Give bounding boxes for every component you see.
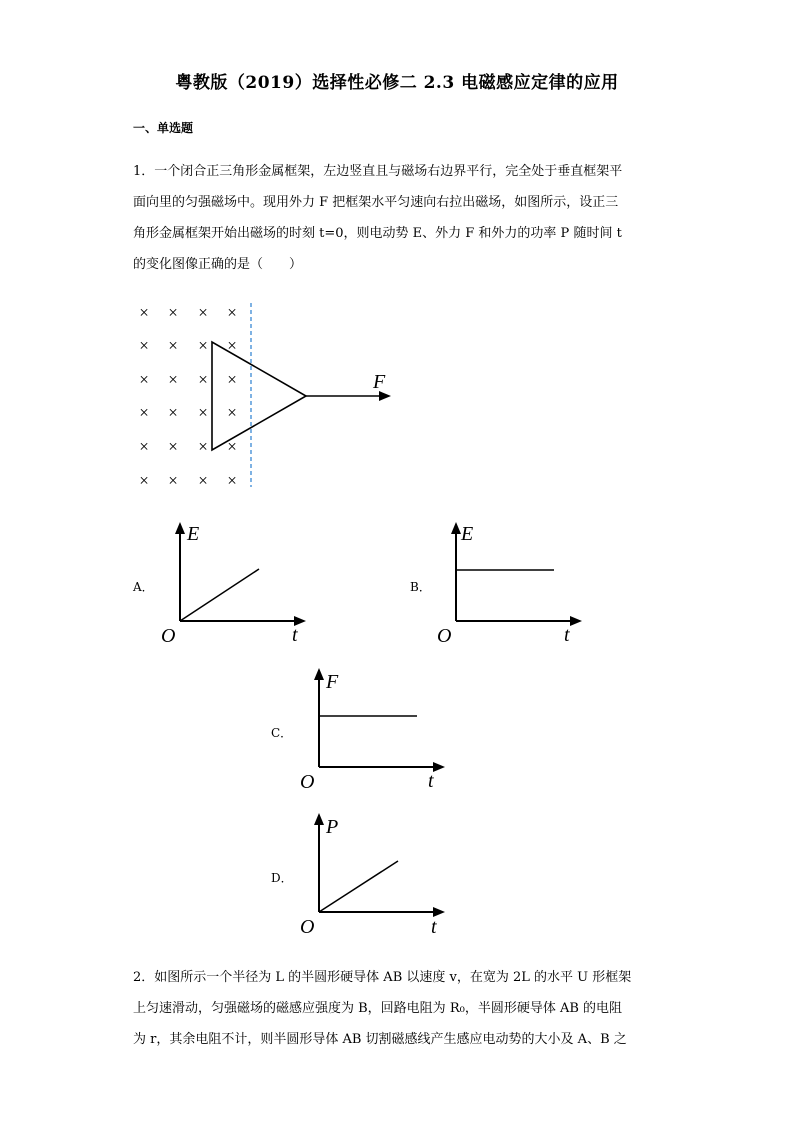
field-cross: × [227, 471, 237, 490]
origin-label: O [161, 625, 176, 647]
question-line: 为 r，其余电阻不计，则半圆形导体 AB 切割磁感线产生感应电动势的大小及 A、B 之 [133, 1032, 627, 1047]
field-cross: × [139, 336, 149, 355]
graph-line [319, 861, 398, 912]
page-title: 粤教版（2019）选择性必修二 2.3 电磁感应定律的应用 [175, 73, 619, 93]
origin-label: O [437, 625, 452, 647]
option-b-graph [434, 518, 584, 648]
field-cross: × [168, 471, 178, 490]
question-2-text [133, 962, 663, 1055]
field-cross: × [168, 336, 178, 355]
question-line: 上匀速滑动，匀强磁场的磁感应强度为 B，回路电阻为 R₀，半圆形硬导体 AB 的电阻 [133, 1001, 623, 1016]
option-d-graph [297, 809, 447, 939]
x-axis-label: t [292, 624, 298, 646]
force-label: F [373, 371, 386, 393]
field-cross: × [198, 437, 208, 456]
magnetic-field-figure [125, 295, 405, 495]
option-c-label: C． [271, 726, 293, 740]
field-cross: × [168, 437, 178, 456]
field-cross: × [139, 471, 149, 490]
field-cross: × [227, 437, 237, 456]
field-cross: × [139, 403, 149, 422]
question-line: 面向里的匀强磁场中。现用外力 F 把框架水平匀速向右拉出磁场，如图所示，设正三 [133, 195, 619, 210]
x-axis-label: t [431, 916, 437, 938]
x-axis-arrow [433, 762, 445, 772]
y-axis-arrow [175, 522, 185, 534]
y-axis-arrow [314, 813, 324, 825]
option-c-graph [297, 664, 447, 794]
origin-label: O [300, 916, 315, 938]
field-cross: × [198, 303, 208, 322]
question-line: 1．一个闭合正三角形金属框架，左边竖直且与磁场右边界平行，完全处于垂直框架平 [133, 164, 623, 179]
option-a-graph [158, 518, 308, 648]
x-axis-label: t [564, 624, 570, 646]
question-1-text [133, 156, 663, 280]
field-cross: × [198, 471, 208, 490]
field-cross: × [168, 403, 178, 422]
x-axis-label: t [428, 770, 434, 792]
y-axis-label: E [461, 523, 474, 545]
graph-line [180, 569, 259, 621]
option-a-label: A． [133, 580, 154, 594]
question-line: 角形金属框架开始出磁场的时刻 t=0，则电动势 E、外力 F 和外力的功率 P 随时间 t [133, 226, 622, 241]
y-axis-label: E [187, 523, 200, 545]
question-line: 的变化图像正确的是（ ） [133, 257, 303, 272]
field-cross: × [227, 303, 237, 322]
field-cross: × [198, 370, 208, 389]
field-cross: × [139, 370, 149, 389]
field-cross: × [198, 403, 208, 422]
x-axis-arrow [570, 616, 582, 626]
field-crosses [139, 303, 237, 490]
question-line: 2．如图所示一个半径为 L 的半圆形硬导体 AB 以速度 v，在宽为 2L 的水平 U 形框架 [133, 970, 632, 985]
origin-label: O [300, 771, 315, 793]
triangle-frame [212, 342, 306, 450]
field-cross: × [139, 437, 149, 456]
option-b-label: B． [410, 580, 431, 594]
field-cross: × [227, 370, 237, 389]
field-cross: × [227, 403, 237, 422]
option-d-label: D． [271, 871, 293, 885]
y-axis-label: P [326, 816, 339, 838]
field-cross: × [198, 336, 208, 355]
section-heading: 一、单选题 [133, 121, 194, 135]
field-cross: × [227, 336, 237, 355]
y-axis-label: F [326, 671, 339, 693]
field-cross: × [139, 303, 149, 322]
y-axis-arrow [451, 522, 461, 534]
field-cross: × [168, 370, 178, 389]
field-cross: × [168, 303, 178, 322]
y-axis-arrow [314, 668, 324, 680]
